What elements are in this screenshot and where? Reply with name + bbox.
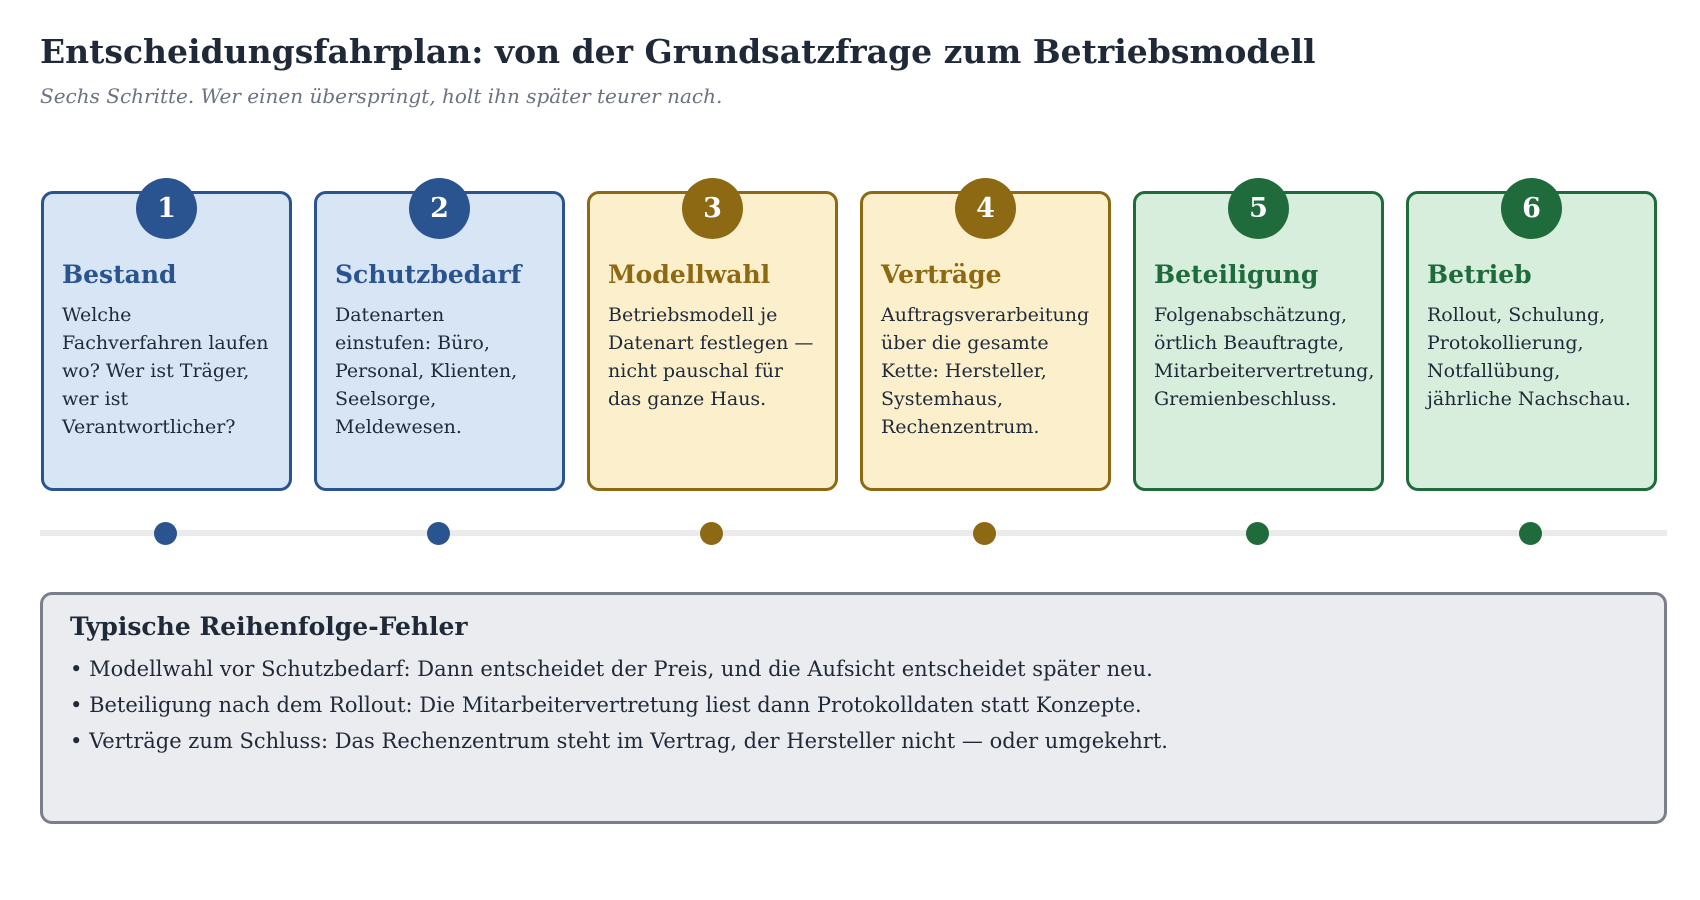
step-description: Folgenabschätzung, örtlich Beauftragte, Mitarbeitervertretung, Gremienbeschluss.	[1154, 304, 1375, 410]
step-title: Beteiligung	[1154, 260, 1319, 289]
step-number-badge: 4	[955, 178, 1016, 239]
step-description: Datenarten einstufen: Büro, Personal, Klienten, Seelsorge, Meldewesen.	[335, 304, 518, 438]
step-description: Auftragsverarbeitung über die gesamte Kette: Hersteller, Systemhaus, Rechenzentrum.	[881, 304, 1090, 438]
timeline-dot	[154, 522, 177, 545]
errors-title: Typische Reihenfolge-Fehler	[70, 612, 468, 641]
timeline-track	[40, 530, 1667, 536]
step-number-badge: 3	[682, 178, 743, 239]
step-number-badge: 2	[409, 178, 470, 239]
timeline-dot	[1519, 522, 1542, 545]
error-item: • Beteiligung nach dem Rollout: Die Mitarbeitervertretung liest dann Protokolldaten statt Konzepte.	[70, 687, 1637, 723]
step-number-badge: 1	[136, 178, 197, 239]
timeline-dot	[973, 522, 996, 545]
step-title: Schutzbedarf	[335, 260, 522, 289]
step-title: Modellwahl	[608, 260, 771, 289]
timeline-dot	[427, 522, 450, 545]
sequence-errors-box	[40, 592, 1667, 824]
page-title: Entscheidungsfahrplan: von der Grundsatzfrage zum Betriebsmodell	[40, 32, 1316, 71]
step-title: Verträge	[881, 260, 1002, 289]
step-description: Betriebsmodell je Datenart festlegen — nicht pauschal für das ganze Haus.	[608, 304, 814, 410]
error-item: • Verträge zum Schluss: Das Rechenzentrum steht im Vertrag, der Hersteller nicht — oder umgekehrt.	[70, 723, 1637, 759]
step-title: Betrieb	[1427, 260, 1532, 289]
step-title: Bestand	[62, 260, 177, 289]
errors-list	[70, 651, 1637, 759]
timeline-dot	[1246, 522, 1269, 545]
step-number-badge: 6	[1501, 178, 1562, 239]
step-description: Rollout, Schulung, Protokollierung, Notfallübung, jährliche Nachschau.	[1427, 304, 1631, 410]
step-description: Welche Fachverfahren laufen wo? Wer ist Träger, wer ist Verantwortlicher?	[62, 304, 269, 438]
timeline-dot	[700, 522, 723, 545]
error-item: • Modellwahl vor Schutzbedarf: Dann entscheidet der Preis, und die Aufsicht entscheidet später neu.	[70, 651, 1637, 687]
page-subtitle: Sechs Schritte. Wer einen überspringt, holt ihn später teurer nach.	[40, 84, 723, 108]
step-number-badge: 5	[1228, 178, 1289, 239]
